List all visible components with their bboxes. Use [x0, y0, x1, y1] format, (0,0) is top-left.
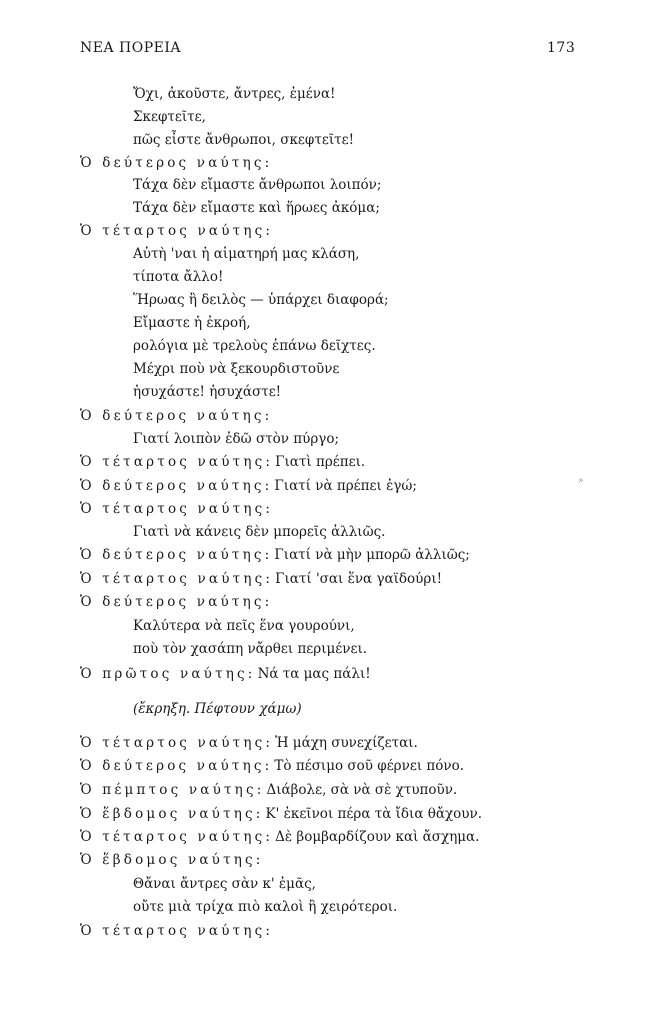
verse-line: Γιατί λοιπὸν ἐδῶ στὸν πύργο; [133, 431, 340, 447]
verse-line: Ἥρωας ἢ δειλὸς — ὑπάρχει διαφορά; [133, 292, 389, 308]
speaker-line [80, 734, 418, 752]
verse-line: Τάχα δὲν εἴμαστε ἄνθρωποι λοιπόν; [133, 177, 382, 193]
speaker-line [80, 570, 442, 588]
verse-line: Μέχρι ποὺ νὰ ξεκουρδιστοῦνε [133, 361, 340, 377]
speaker-name: Ὁ τέταρτος ναύτης: [80, 454, 274, 470]
verse-line: τίποτα ἄλλο! [133, 269, 224, 285]
verse-line: ρολόγια μὲ τρελοὺς ἐπάνω δεῖχτες. [133, 338, 376, 354]
speaker-name: Ὁ τέταρτος ναύτης: [80, 571, 274, 587]
verse-line: Σκεφτεῖτε, [133, 109, 206, 125]
speaker-name: Ὁ πρῶτος ναύτης: [80, 666, 256, 682]
speaker-line [80, 851, 264, 869]
speaker-name: Ὁ δεύτερος ναύτης: [80, 408, 273, 424]
speaker-name: Ὁ δεύτερος ναύτης: [80, 547, 273, 563]
speaker-line [80, 500, 273, 518]
speaker-name: Ὁ δεύτερος ναύτης: [80, 594, 273, 610]
spoken-text: Τὸ πέσιμο σοῦ φέρνει πόνο. [274, 758, 465, 774]
verse-line: Θἄναι ἄντρες σὰν κ' ἐμᾶς, [133, 876, 316, 892]
spoken-text: Δὲ βομβαρδίζουν καὶ ἄσχημα. [275, 829, 480, 845]
speaker-name: Ὁ τέταρτος ναύτης: [80, 923, 274, 939]
verse-line: Γιατὶ νὰ κάνεις δὲν μπορεῖς ἀλλιῶς. [133, 524, 386, 540]
speaker-line [80, 781, 457, 799]
speaker-name: Ὁ τέταρτος ναύτης: [80, 501, 274, 517]
verse-line: Αὐτὴ 'ναι ἡ αἱματηρή μας κλάση, [133, 246, 360, 262]
speaker-line [80, 407, 272, 425]
margin-mark: » [578, 476, 584, 486]
verse-line: Τάχα δὲν εἴμαστε καὶ ἥρωες ἀκόμα; [133, 200, 380, 216]
verse-line: οὔτε μιὰ τρίχα πιὸ καλοὶ ἢ χειρότεροι. [133, 899, 398, 915]
spoken-text: Γιατὶ πρέπει. [275, 454, 366, 470]
spoken-text: Γιατί 'σαι ἕνα γαϊδούρι! [275, 571, 443, 587]
stage-direction: (ἔκρηξη. Πέφτουν χάμω) [133, 701, 302, 717]
spoken-text: Γιατί νὰ πρέπει ἐγώ; [274, 478, 417, 494]
speaker-line [80, 805, 482, 823]
speaker-name: Ὁ ἕβδομος ναύτης: [80, 806, 264, 822]
speaker-line [80, 477, 417, 495]
speaker-name: Ὁ ἕβδομος ναύτης: [80, 852, 264, 868]
spoken-text: Διάβολε, σὰ νὰ σὲ χτυποῦν. [266, 782, 458, 798]
speaker-name: Ὁ τέταρτος ναύτης: [80, 735, 274, 751]
speaker-name: Ὁ δεύτερος ναύτης: [80, 478, 273, 494]
page-number: 173 [547, 40, 576, 56]
verse-line: ποὺ τὸν χασάπη νἄρθει περιμένει. [133, 641, 368, 657]
verse-line: ἡσυχάστε! ἡσυχάστε! [133, 384, 282, 400]
verse-line: πῶς εἶστε ἄνθρωποι, σκεφτεῖτε! [133, 132, 355, 148]
running-header-title: ΝΕΑ ΠΟΡΕΙΑ [80, 40, 181, 56]
speaker-name: Ὁ δεύτερος ναύτης: [80, 155, 273, 171]
verse-line: Καλύτερα νὰ πεῖς ἕνα γουρούνι, [133, 618, 355, 634]
verse-line: Εἴμαστε ἡ ἐκροή, [133, 315, 251, 331]
speaker-name: Ὁ δεύτερος ναύτης: [80, 758, 273, 774]
speaker-line [80, 828, 479, 846]
speaker-line [80, 922, 273, 940]
speaker-line [80, 154, 272, 172]
spoken-text: Κ' ἐκεῖνοι πέρα τὰ ἴδια θἄχουν. [265, 806, 482, 822]
spoken-text: Ἡ μάχη συνεχίζεται. [275, 735, 418, 751]
spoken-text: Νά τα μας πάλι! [257, 666, 371, 682]
speaker-line [80, 593, 272, 611]
verse-line: Ὄχι, ἀκοῦστε, ἄντρες, ἐμένα! [133, 86, 336, 102]
speaker-line [80, 546, 470, 564]
speaker-line [80, 757, 464, 775]
speaker-line [80, 665, 371, 683]
speaker-name: Ὁ πέμπτος ναύτης: [80, 782, 265, 798]
spoken-text: Γιατί νὰ μὴν μπορῶ ἀλλιῶς; [274, 547, 470, 563]
speaker-name: Ὁ τέταρτος ναύτης: [80, 223, 274, 239]
speaker-line [80, 222, 273, 240]
speaker-line [80, 453, 365, 471]
speaker-name: Ὁ τέταρτος ναύτης: [80, 829, 274, 845]
